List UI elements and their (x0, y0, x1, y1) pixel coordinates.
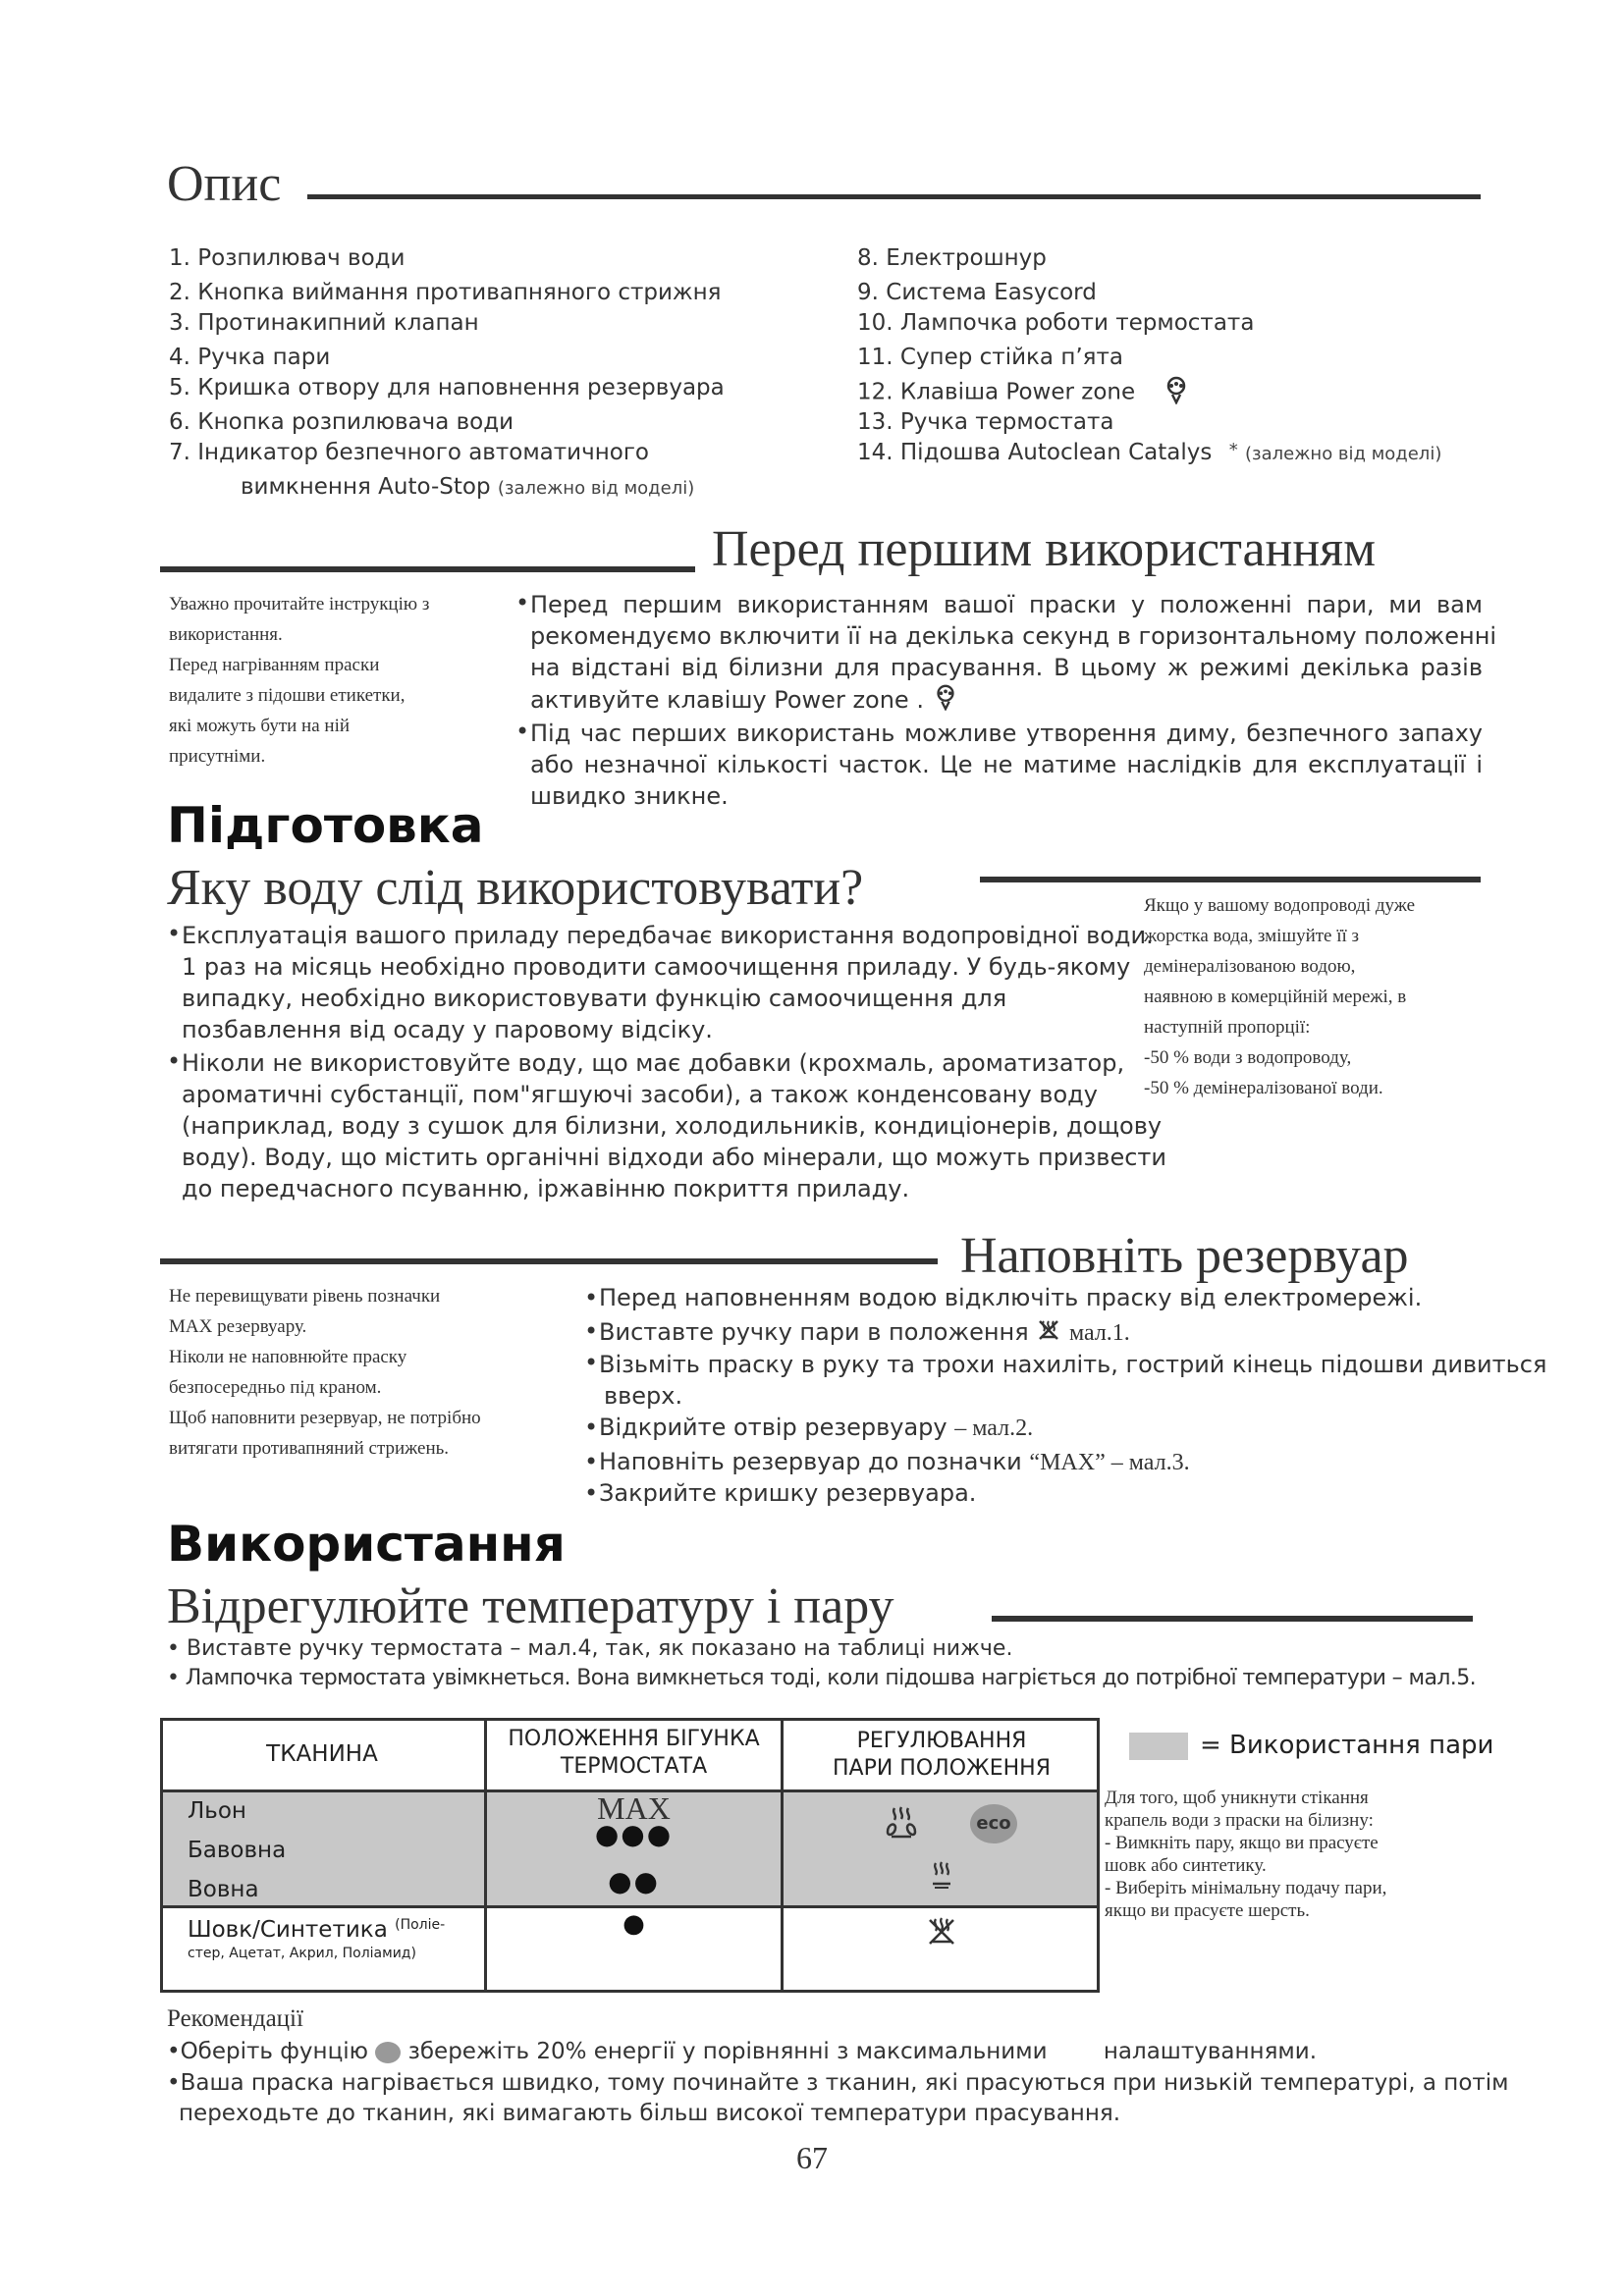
medium-steam-icon (926, 1860, 957, 1896)
table-row-divider (160, 1905, 1100, 1908)
list-item: 10. Лампочка роботи термостата (857, 310, 1255, 336)
list-item-text: вимкнення Auto-Stop (241, 474, 491, 500)
eco-icon (375, 2042, 401, 2063)
fabric-silk: Шовк/Синтетика $^{(Поліе-}$ (188, 1917, 446, 1943)
recommendation-2: •Ваша праска нагрівається швидко, тому починайте з тканин, які прасуються при низькій температурі, а потім переходьте до тканин, які вимагають більш високої температури прасування. (167, 2070, 1509, 2126)
thermostat-dots-3: ●●● (594, 1818, 674, 1850)
list-item: 5. Кришка отвору для наповнення резервуара (169, 375, 725, 400)
water-paragraph-1: Експлуатація вашого приладу передбачає використання водопровідної води. 1 раз на місяць необхідно проводити самоочищення приладу. У будь-якому випадку, необхідно використовувати функцію самоочищення для позбавлення від осаду у паровому відсіку. (182, 922, 1154, 1043)
eco-label: eco (976, 1813, 1011, 1834)
legend-note: Для того, щоб уникнути стікання крапель води з праски на білизну: - Вимкніть пару, якщо ви прасуєте шовк або синтетику. - Виберіть мінімальну подачу пари, якщо ви прасуєте шерсть. (1105, 1788, 1387, 1921)
list-item-text: 12. Клавіша Power zone (857, 379, 1136, 405)
eco-icon (970, 1804, 1017, 1843)
thermostat-dots-1: ● (623, 1909, 645, 1939)
list-item: 6. Кнопка розпилювача води (169, 409, 514, 435)
bullet-icon: • (584, 1448, 599, 1475)
bullet-icon: • (584, 1317, 599, 1345)
no-steam-icon (1036, 1317, 1061, 1349)
max-steam-icon (882, 1804, 921, 1847)
before-use-paragraph-2: Під час перших використань можливе утворення диму, безпечного запаху або незначної кількості часток. Це не матиме наслідків для експлуатації і швидко зникне. (530, 720, 1483, 810)
bullet-icon: • (584, 1349, 599, 1376)
before-use-paragraph-1: Перед першим використанням вашої праски у положенні пари, ми вам рекомендуємо включити її на декілька секунд в горизонтальному положенні на відстані від білизни для прасування. В цьому ж режимі декілька разів активуйте клавішу Power zone . (530, 589, 1483, 719)
list-item: 4. Ручка пари (169, 345, 331, 370)
list-item-text: 14. Підошва Autoclean Catalys (857, 440, 1213, 465)
list-item (857, 440, 1441, 465)
steam-legend-swatch (1129, 1733, 1188, 1760)
fill-step-1: Перед наповненням водою відключіть праску від електромережі. (599, 1284, 1423, 1311)
fabric-silk-note-2: стер, Ацетат, Акрил, Поліамид) (188, 1946, 416, 1961)
before-use-rule (160, 566, 695, 572)
fill-step-4: Відкрийте отвір резервуару – мал.2. (599, 1414, 1034, 1441)
recommendations-title: Рекомендації (167, 2005, 303, 2032)
list-item (857, 375, 1191, 410)
fill-step-3: Візьміть праску в руку та трохи нахиліть, гострий кінець підошви дивиться вверх. (599, 1351, 1547, 1410)
bullet-icon: • (584, 1284, 599, 1311)
model-note: (залежно від моделі) (1245, 444, 1442, 464)
no-steam-icon (926, 1916, 957, 1951)
fill-rule (160, 1258, 938, 1264)
fill-side-note: Не перевищувати рівень позначки MAX резервуару. Ніколи не наповнюйте праску безпосередньо під краном. Щоб наповнити резервуар, не потрібно витягати противапняний стрижень. (169, 1286, 481, 1459)
water-side-note: Якщо у вашому водопроводі дуже жорстка вода, змішуйте її з демінералізованою водою, наявною в комерційній мережі, в наступній пропорції: -50 % води з водопроводу, -50 % демінералізованої води. (1144, 895, 1416, 1098)
temp-title: Відрегулюйте температуру і пару (167, 1578, 894, 1634)
page-number: 67 (796, 2140, 828, 2175)
list-item: 9. Система Easycord (857, 280, 1097, 305)
power-zone-icon (1162, 375, 1191, 410)
bullet-icon: • (515, 718, 530, 745)
fill-step-2: Виставте ручку пари в положення мал.1. (599, 1317, 1130, 1349)
fabric-silk-note: (Поліе- (395, 1917, 446, 1933)
fill-step-5: Наповніть резервуар до позначки “MAX” – мал.3. (599, 1448, 1190, 1475)
list-item: 11. Супер стійка п’ята (857, 345, 1124, 370)
temp-step-1: • Виставте ручку термостата – мал.4, так, як показано на таблиці нижче. (167, 1636, 1013, 1661)
fill-step-6: Закрийте кришку резервуара. (599, 1479, 977, 1507)
header-thermostat: ПОЛОЖЕННЯ БІГУНКА ТЕРМОСТАТА (508, 1727, 760, 1779)
usage-title: Використання (167, 1516, 566, 1573)
bullet-icon: • (584, 1414, 599, 1441)
bullet-icon: • (515, 589, 530, 616)
list-item: 13. Ручка термостата (857, 409, 1114, 435)
water-title: Яку воду слід використовувати? (167, 860, 864, 916)
list-item (241, 474, 694, 500)
water-paragraph-2: Ніколи не використовуйте воду, що має добавки (крохмаль, ароматизатор, ароматичні субстанції, пом"ягшуючі засоби), а також конденсовану воду (наприклад, воду з сушок для білизни, холодильників, кондиціонерів, дощову воду). Воду, що містить органічні відходи або мінерали, що можуть призвести до передчасного псуванню, іржавінню покриття приладу. (182, 1049, 1166, 1202)
list-item: 2. Кнопка виймання противапняного стрижня (169, 280, 722, 305)
description-title: Опис (167, 156, 282, 212)
power-zone-icon (932, 683, 959, 719)
steam-legend-label: = Використання пари (1200, 1731, 1494, 1760)
preparation-title: Підготовка (167, 797, 484, 854)
description-rule (307, 194, 1481, 199)
bullet-icon: • (584, 1479, 599, 1507)
list-item: 3. Протинакипний клапан (169, 310, 479, 336)
fill-title: Наповніть резервуар (960, 1228, 1409, 1284)
water-rule (980, 877, 1481, 882)
list-item: 7. Індикатор безпечного автоматичного (169, 440, 649, 465)
fabric-linen: Льон (188, 1798, 246, 1824)
model-note: (залежно від моделі) (497, 478, 695, 499)
thermostat-dots-2: ●● (608, 1865, 660, 1897)
before-use-title: Перед першим використанням (712, 521, 1376, 577)
header-steam: РЕГУЛЮВАННЯ ПАРИ ПОЛОЖЕННЯ (833, 1729, 1051, 1781)
fabric-wool: Вовна (188, 1877, 259, 1902)
list-item: 8. Електрошнур (857, 245, 1047, 271)
fabric-table (160, 1718, 1100, 1993)
list-item: 1. Розпилювач води (169, 245, 406, 271)
thermostat-max: MAX (597, 1790, 671, 1826)
before-use-side-note: Уважно прочитайте інструкцію з використання. Перед нагріванням праски видалите з підошви етикетки, які можуть бути на ній присутніми. (169, 594, 430, 767)
fabric-cotton: Бавовна (188, 1838, 287, 1863)
header-fabric: ТКАНИНА (266, 1741, 378, 1767)
temp-step-2: • Лампочка термостата увімкнеться. Вона вимкнеться тоді, коли підошва нагріється до потрібної температури – мал.5. (167, 1666, 1476, 1690)
recommendation-1: •Оберіть фунцію збережіть 20% енергії у порівнянні з максимальними налаштуваннями. (167, 2039, 1318, 2064)
temp-rule (992, 1616, 1473, 1622)
bullet-icon: • (167, 920, 182, 947)
footnote-star: * (1228, 440, 1238, 460)
bullet-icon: • (167, 1047, 182, 1075)
